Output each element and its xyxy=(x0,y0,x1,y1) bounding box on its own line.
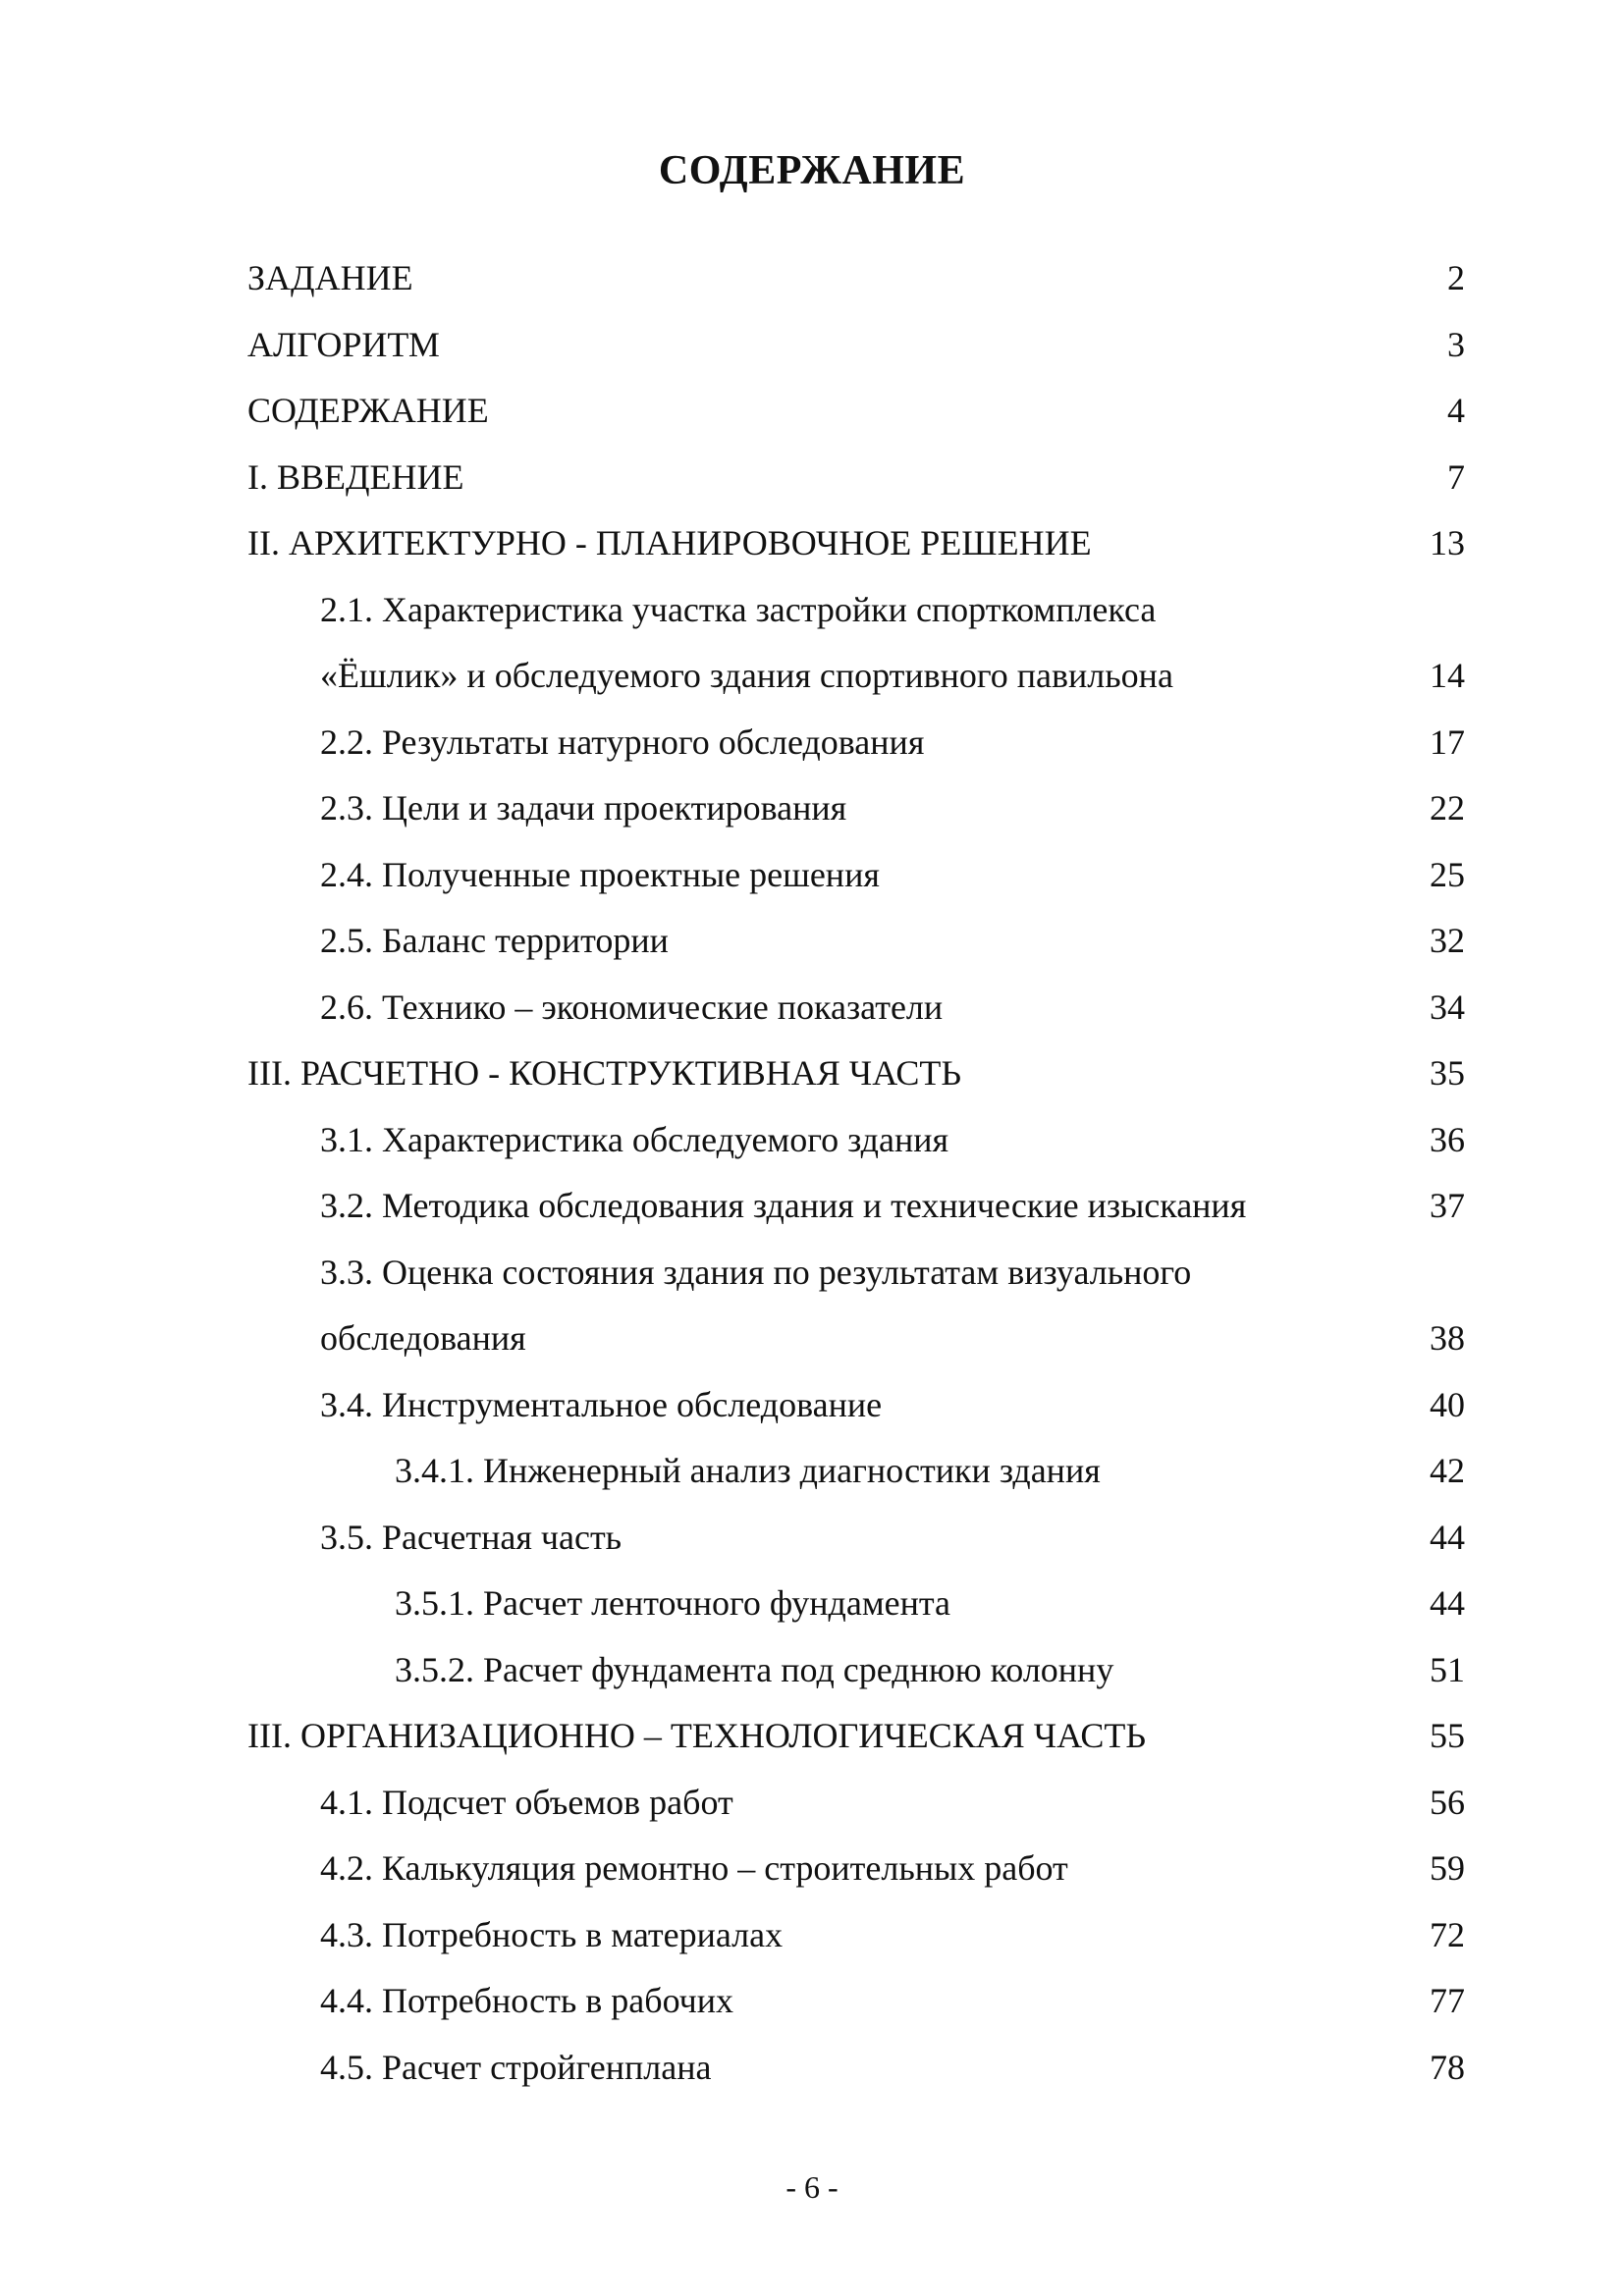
toc-entry-page: 13 xyxy=(1430,523,1465,562)
toc-entry xyxy=(247,1240,1465,1307)
toc-entry-page: 3 xyxy=(1447,324,1465,364)
toc-entry-label: 4.4. Потребность в рабочих xyxy=(320,1981,734,2020)
toc-entry-page: 34 xyxy=(1430,987,1465,1027)
toc-entry-label: 4.1. Подсчет объемов работ xyxy=(320,1782,733,1822)
toc-entry-page: 25 xyxy=(1430,854,1465,894)
toc-entry xyxy=(247,1372,1465,1439)
toc-entry xyxy=(247,1438,1465,1505)
toc-entry-page: 7 xyxy=(1447,456,1465,497)
toc-entry-page: 56 xyxy=(1430,1782,1465,1822)
toc-entry-label: 3.4.1. Инженерный анализ диагностики здания xyxy=(395,1451,1101,1490)
toc-entry-label: II. АРХИТЕКТУРНО - ПЛАНИРОВОЧНОЕ РЕШЕНИЕ xyxy=(247,523,1092,562)
toc-entry-page: 44 xyxy=(1430,1583,1465,1623)
toc-entry xyxy=(247,842,1465,909)
table-of-contents xyxy=(247,245,1465,2101)
toc-entry-page: 38 xyxy=(1430,1318,1465,1358)
toc-entry-label: 3.1. Характеристика обследуемого здания xyxy=(320,1119,949,1159)
toc-entry-page: 51 xyxy=(1430,1649,1465,1689)
toc-entry-page: 59 xyxy=(1430,1848,1465,1888)
toc-entry-label: СОДЕРЖАНИЕ xyxy=(247,391,489,430)
toc-entry-label: 3.3. Оценка состояния здания по результатам визуального xyxy=(320,1252,1192,1292)
toc-entry xyxy=(247,2035,1465,2102)
toc-entry xyxy=(247,378,1465,445)
toc-entry xyxy=(247,445,1465,511)
toc-entry xyxy=(247,1571,1465,1637)
toc-entry-page: 32 xyxy=(1430,921,1465,960)
toc-entry-page: 44 xyxy=(1430,1517,1465,1557)
toc-entry-page: 42 xyxy=(1430,1451,1465,1490)
page-number: - 6 - xyxy=(785,2169,839,2205)
toc-entry xyxy=(247,245,1465,312)
toc-entry-page: 40 xyxy=(1430,1384,1465,1424)
toc-entry xyxy=(247,1703,1465,1770)
toc-entry-label: АЛГОРИТМ xyxy=(247,324,440,364)
toc-entry-page: 4 xyxy=(1447,391,1465,430)
toc-entry-page: 2 xyxy=(1447,258,1465,297)
toc-entry xyxy=(247,975,1465,1041)
toc-entry xyxy=(247,1107,1465,1174)
toc-entry-page: 37 xyxy=(1430,1186,1465,1225)
toc-entry-label: 3.4. Инструментальное обследование xyxy=(320,1384,883,1424)
toc-entry-label: 4.5. Расчет стройгенплана xyxy=(320,2047,712,2087)
toc-entry-page: 77 xyxy=(1430,1981,1465,2020)
toc-entry-label: 2.1. Характеристика участка застройки спорткомплекса xyxy=(320,589,1157,629)
toc-entry xyxy=(247,908,1465,975)
toc-entry-label: 3.2. Методика обследования здания и технические изыскания xyxy=(320,1186,1247,1225)
toc-entry-page: 14 xyxy=(1430,656,1465,695)
toc-entry-label: 3.5.1. Расчет ленточного фундамента xyxy=(395,1583,951,1623)
toc-entry-label: 2.5. Баланс территории xyxy=(320,921,669,960)
toc-entry-label: 2.3. Цели и задачи проектирования xyxy=(320,788,847,828)
toc-entry xyxy=(247,1505,1465,1572)
toc-entry-page: 55 xyxy=(1430,1716,1465,1755)
toc-entry-label: 3.5.2. Расчет фундамента под среднюю колонну xyxy=(395,1649,1114,1689)
toc-entry-page: 35 xyxy=(1430,1053,1465,1093)
toc-entry-label: 3.5. Расчетная часть xyxy=(320,1517,623,1557)
toc-entry-label: 4.3. Потребность в материалах xyxy=(320,1914,784,1954)
toc-entry-label: III. ОРГАНИЗАЦИОННО – ТЕХНОЛОГИЧЕСКАЯ ЧАСТЬ xyxy=(247,1716,1146,1755)
toc-entry xyxy=(247,1637,1465,1704)
toc-entry xyxy=(247,312,1465,379)
toc-entry-page: 78 xyxy=(1430,2047,1465,2087)
toc-entry xyxy=(247,1836,1465,1902)
toc-entry-label: I. ВВЕДЕНИЕ xyxy=(247,456,464,497)
toc-entry-page: 36 xyxy=(1430,1119,1465,1159)
toc-entry xyxy=(247,710,1465,776)
toc-entry xyxy=(247,510,1465,577)
toc-entry-page: 17 xyxy=(1430,721,1465,762)
toc-entry-label: III. РАСЧЕТНО - КОНСТРУКТИВНАЯ ЧАСТЬ xyxy=(247,1053,962,1093)
toc-entry-page: 22 xyxy=(1430,788,1465,828)
toc-entry-label: обследования xyxy=(320,1318,526,1358)
toc-entry xyxy=(247,643,1465,710)
toc-entry-label: 2.4. Полученные проектные решения xyxy=(320,854,880,894)
toc-entry-label: 2.2. Результаты натурного обследования xyxy=(320,721,925,762)
toc-entry xyxy=(247,775,1465,842)
toc-entry-label: 4.2. Калькуляция ремонтно – строительных работ xyxy=(320,1848,1068,1888)
toc-entry xyxy=(247,1770,1465,1837)
toc-entry-label: ЗАДАНИЕ xyxy=(247,258,413,297)
toc-entry xyxy=(247,1173,1465,1240)
toc-entry xyxy=(247,1306,1465,1372)
toc-entry xyxy=(247,1902,1465,1969)
toc-entry-page: 72 xyxy=(1430,1914,1465,1954)
toc-entry-label: 2.6. Технико – экономические показатели xyxy=(320,987,944,1027)
toc-entry xyxy=(247,577,1465,644)
toc-entry xyxy=(247,1041,1465,1107)
toc-entry xyxy=(247,1968,1465,2035)
page-title: СОДЕРЖАНИЕ xyxy=(658,148,966,193)
toc-entry-label: «Ёшлик» и обследуемого здания спортивного павильона xyxy=(320,656,1173,695)
